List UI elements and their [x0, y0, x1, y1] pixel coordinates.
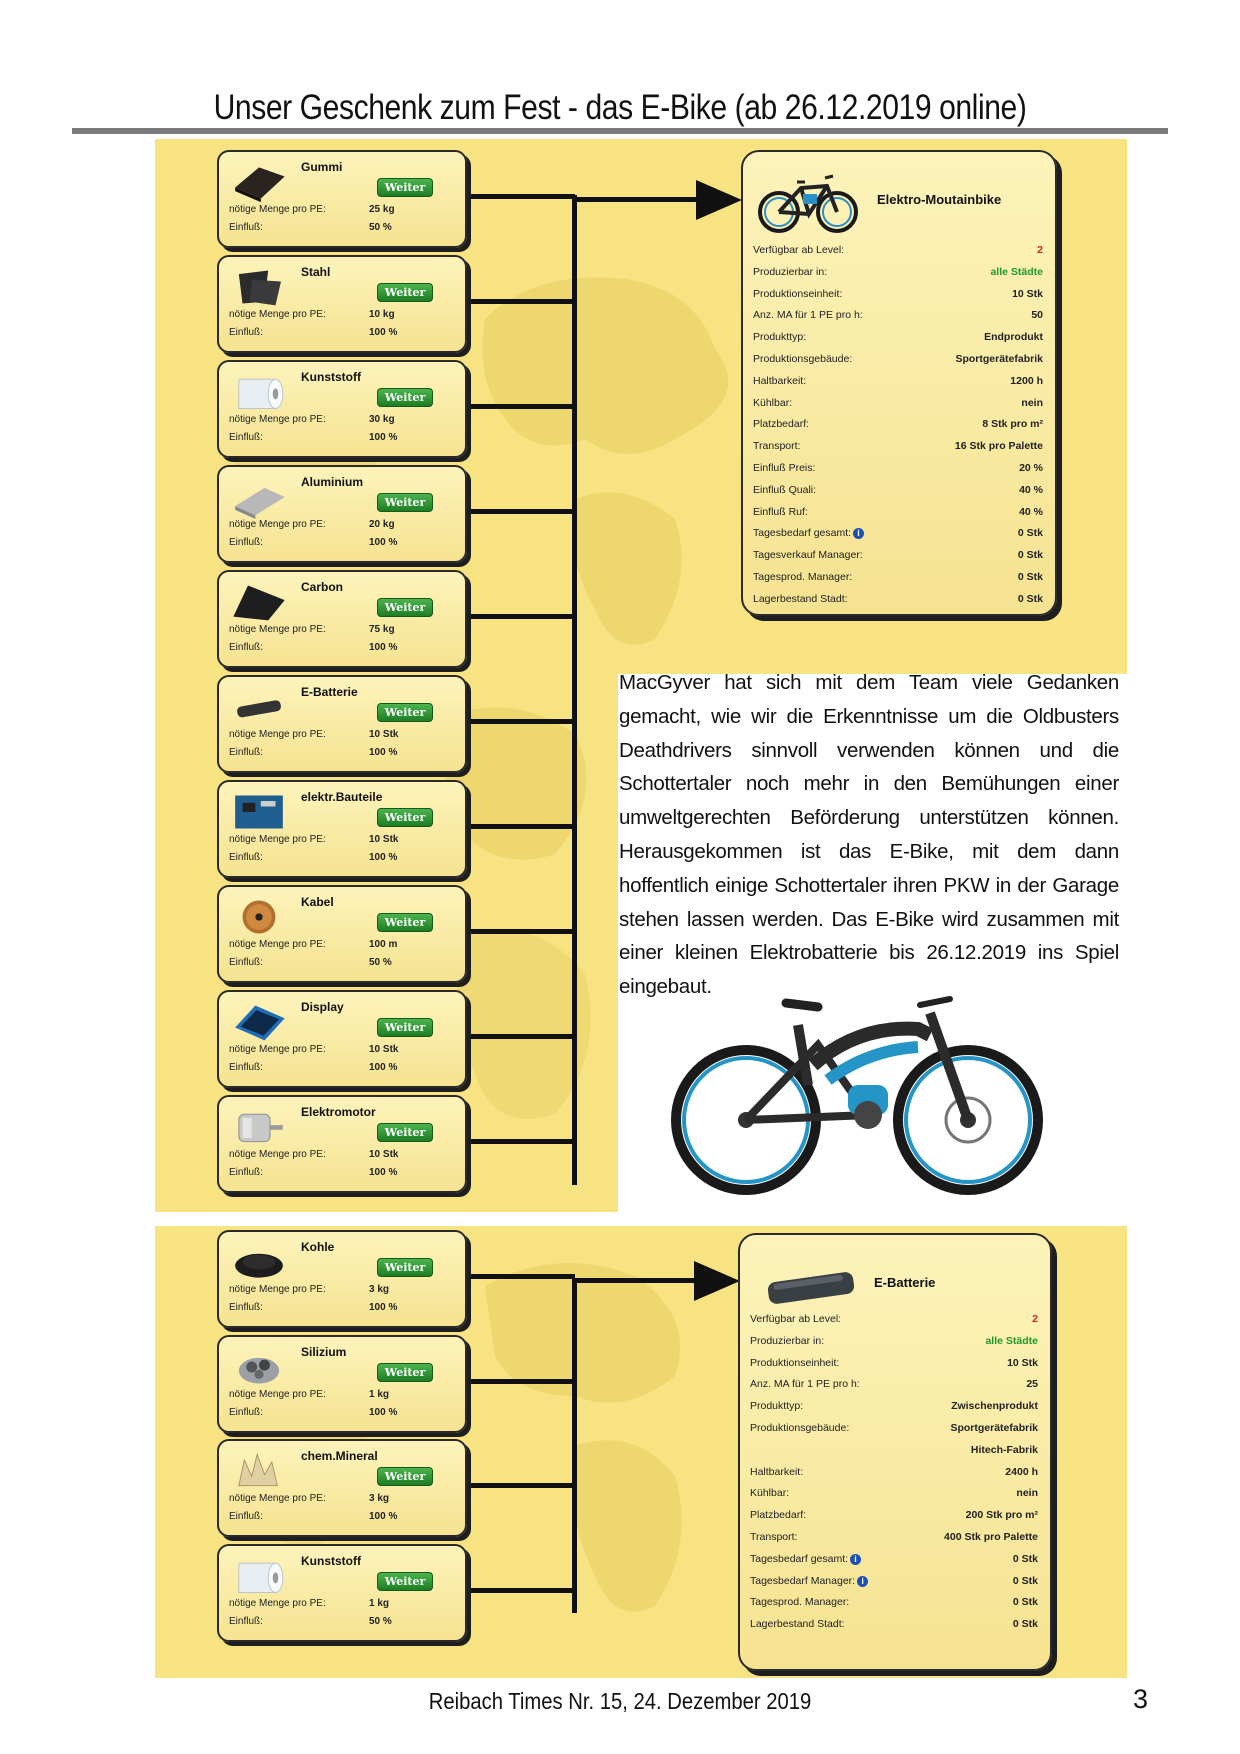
- influence-label: Einfluß:: [229, 642, 263, 653]
- influence-value: 100 %: [369, 1406, 398, 1418]
- property-label: Tagesbedarf gesamt: i: [753, 527, 864, 539]
- amount-label: nötige Menge pro PE:: [229, 939, 326, 950]
- property-label: Produktionseinheit:: [753, 287, 843, 300]
- connector-line: [465, 509, 575, 514]
- arrow-to-ebike-icon: [696, 180, 744, 220]
- plastic-roll-icon: [229, 1554, 289, 1598]
- influence-value: 100 %: [369, 432, 398, 443]
- property-label: Tagesprod. Manager:: [750, 1596, 850, 1609]
- property-label: Produkttyp:: [750, 1400, 804, 1413]
- property-row: [753, 288, 1043, 308]
- weiter-button[interactable]: Weiter: [377, 808, 433, 827]
- connector-line: [465, 404, 575, 409]
- property-value: 400 Stk pro Palette: [944, 1531, 1038, 1543]
- amount-value: 10 Stk: [369, 834, 399, 845]
- property-row: [750, 1400, 1038, 1420]
- amount-value: 3 kg: [369, 1493, 390, 1504]
- property-row: [753, 571, 1043, 591]
- property-label: Einfluß Ruf:: [753, 505, 808, 518]
- property-value: Hitech-Fabrik: [970, 1443, 1038, 1456]
- amount-value: 20 kg: [369, 519, 395, 530]
- property-value: Endprodukt: [984, 331, 1043, 344]
- property-value: 2400 h: [1005, 1465, 1038, 1478]
- property-value: 200 Stk pro m²: [965, 1509, 1038, 1522]
- property-label: Verfügbar ab Level:: [750, 1313, 842, 1325]
- product-name: Elektro-Moutainbike: [877, 192, 1002, 207]
- amount-label: nötige Menge pro PE:: [229, 1044, 326, 1055]
- connector-line: [465, 929, 575, 934]
- property-row: [750, 1531, 1038, 1551]
- property-value: nein: [1021, 396, 1043, 409]
- influence-label: Einfluß:: [229, 1511, 263, 1522]
- page-title: Unser Geschenk zum Fest - das E-Bike (ab 26.12.2019 online): [213, 88, 1027, 127]
- silicon-icon: [229, 1345, 289, 1389]
- influence-label: Einfluß:: [229, 1615, 263, 1627]
- property-row: [753, 244, 1043, 264]
- influence-value: 100 %: [369, 1302, 398, 1313]
- property-label: Produzierbar in:: [750, 1334, 825, 1347]
- input-card-gummi: [217, 150, 467, 248]
- influence-value: 100 %: [369, 1062, 398, 1073]
- weiter-button[interactable]: Weiter: [377, 1018, 433, 1037]
- property-row: [750, 1357, 1038, 1377]
- connector-line: [465, 1379, 575, 1384]
- property-value: 16 Stk pro Palette: [954, 440, 1043, 453]
- property-label: Lagerbestand Stadt:: [753, 592, 848, 605]
- input-name: Elektromotor: [301, 1105, 376, 1119]
- motor-icon: [229, 1105, 289, 1149]
- ebike-icon: [753, 164, 863, 234]
- property-label: Tagesbedarf gesamt: i: [750, 1553, 861, 1565]
- influence-value: 100 %: [369, 537, 398, 548]
- property-label: Kühlbar:: [753, 396, 793, 409]
- amount-label: nötige Menge pro PE:: [229, 1493, 326, 1504]
- influence-value: 100 %: [369, 1167, 398, 1178]
- connector-line: [465, 194, 575, 199]
- steel-icon: [229, 265, 289, 309]
- property-label: Produktionsgebäude:: [753, 353, 853, 365]
- amount-label: nötige Menge pro PE:: [229, 1388, 326, 1400]
- property-label: Tagesverkauf Manager:: [753, 549, 863, 562]
- property-label: Tagesbedarf Manager: i: [750, 1575, 868, 1587]
- input-card-kunststoff: [217, 360, 467, 458]
- amount-value: 3 kg: [369, 1284, 390, 1295]
- weiter-button[interactable]: Weiter: [377, 1363, 433, 1382]
- connector-line: [465, 719, 575, 724]
- input-name: chem.Mineral: [301, 1449, 378, 1463]
- connector-line: [465, 1139, 575, 1144]
- input-name: Silizium: [301, 1344, 347, 1359]
- article-text: MacGyver hat sich mit dem Team viele Gedanken gemacht, wie wir die Erkenntnisse um die Oldbusters Deathdrivers sinnvoll verwenden können und die Schottertaler noch mehr in den Bemühungen einer umweltgerechten Beförderung unterstützen können. Herausgekommen ist das E-Bike, mit dem dann hoffentlich einige Schottertaler ihren PKW in der Garage stehen lassen werden. Das E-Bike wird zusammen mit einer kleinen Elektrobatterie bis 26.12.2019 ins Spiel eingebaut.: [619, 671, 1119, 999]
- property-row: [750, 1553, 1038, 1573]
- weiter-button[interactable]: Weiter: [377, 598, 433, 617]
- property-row: [753, 266, 1043, 286]
- property-value: 20 %: [1019, 462, 1043, 474]
- amount-value: 25 kg: [369, 204, 395, 215]
- property-value: 40 %: [1019, 483, 1043, 496]
- amount-value: 10 Stk: [369, 1044, 399, 1055]
- property-value: 1200 h: [1010, 374, 1043, 387]
- influence-label: Einfluß:: [229, 222, 263, 233]
- property-value: 0 Stk: [1017, 592, 1043, 605]
- input-name: elektr.Bauteile: [301, 790, 383, 804]
- influence-label: Einfluß:: [229, 537, 263, 548]
- input-card-chem-mineral: [217, 1439, 467, 1537]
- input-card-kunststoff: [217, 1544, 467, 1642]
- property-row: [753, 593, 1043, 613]
- ebike-photo: [668, 985, 1058, 1205]
- property-value: 0 Stk: [1012, 1552, 1038, 1565]
- connector-line: [465, 824, 575, 829]
- property-row: [753, 397, 1043, 417]
- connector-to-ebike: [572, 197, 702, 202]
- influence-value: 100 %: [369, 327, 398, 338]
- property-row: [753, 440, 1043, 460]
- circuit-board-icon: [229, 790, 289, 834]
- property-label: Transport:: [750, 1531, 798, 1543]
- influence-label: Einfluß:: [229, 852, 263, 863]
- property-row: [750, 1487, 1038, 1507]
- input-name: Carbon: [301, 580, 343, 594]
- connector-trunk-battery: [572, 1278, 577, 1613]
- property-value: 2: [1037, 244, 1043, 256]
- property-value: 0 Stk: [1017, 549, 1043, 562]
- amount-value: 10 Stk: [369, 729, 399, 740]
- property-row: [753, 484, 1043, 504]
- amount-label: nötige Menge pro PE:: [229, 1284, 326, 1295]
- property-row: [750, 1618, 1038, 1638]
- connector-line: [465, 614, 575, 619]
- property-value: 0 Stk: [1012, 1618, 1038, 1631]
- input-card-silizium: [217, 1335, 467, 1433]
- input-card-kohle: [217, 1230, 467, 1328]
- amount-value: 10 kg: [369, 309, 395, 320]
- weiter-button[interactable]: Weiter: [377, 283, 433, 302]
- influence-value: 100 %: [369, 852, 398, 863]
- property-value: 8 Stk pro m²: [982, 418, 1043, 431]
- influence-label: Einfluß:: [229, 1406, 263, 1418]
- influence-value: 100 %: [369, 747, 398, 758]
- coal-icon: [229, 1240, 289, 1284]
- mineral-icon: [229, 1449, 289, 1493]
- property-row: [750, 1335, 1038, 1355]
- influence-label: Einfluß:: [229, 1302, 263, 1313]
- title-rule: [72, 128, 1168, 134]
- weiter-button[interactable]: Weiter: [377, 388, 433, 407]
- rubber-icon: [229, 160, 289, 204]
- display-icon: [229, 1000, 289, 1044]
- amount-value: 1 kg: [369, 1388, 390, 1400]
- weiter-button[interactable]: Weiter: [377, 1467, 433, 1486]
- amount-label: nötige Menge pro PE:: [229, 519, 326, 530]
- input-card-elektr-bauteile: [217, 780, 467, 878]
- influence-label: Einfluß:: [229, 747, 263, 758]
- property-label: Platzbedarf:: [753, 418, 810, 431]
- aluminium-icon: [229, 475, 289, 519]
- influence-label: Einfluß:: [229, 432, 263, 443]
- property-row: [753, 462, 1043, 482]
- property-row: [753, 353, 1043, 373]
- property-label: Verfügbar ab Level:: [753, 244, 845, 256]
- plastic-roll-icon: [229, 370, 289, 414]
- amount-value: 100 m: [369, 939, 398, 950]
- weiter-button[interactable]: Weiter: [377, 913, 433, 932]
- input-name: Aluminium: [301, 475, 363, 489]
- amount-value: 10 Stk: [369, 1149, 399, 1160]
- weiter-button[interactable]: Weiter: [377, 703, 433, 722]
- arrow-to-battery-icon: [694, 1261, 742, 1301]
- property-label: Einfluß Preis:: [753, 462, 816, 474]
- property-label: Produktionseinheit:: [750, 1356, 840, 1369]
- property-value: 2: [1032, 1313, 1038, 1325]
- amount-label: nötige Menge pro PE:: [229, 1149, 326, 1160]
- property-label: Einfluß Quali:: [753, 483, 817, 496]
- input-name: Gummi: [301, 160, 343, 174]
- input-card-e-batterie: [217, 675, 467, 773]
- input-name: Stahl: [301, 265, 331, 279]
- connector-line: [465, 299, 575, 304]
- input-name: Kabel: [301, 895, 334, 909]
- influence-value: 100 %: [369, 642, 398, 653]
- property-label: Haltbarkeit:: [750, 1465, 804, 1478]
- input-name: Kunststoff: [301, 1553, 361, 1568]
- influence-label: Einfluß:: [229, 1167, 263, 1178]
- battery-icon: [229, 685, 289, 729]
- property-value: Sportgerätefabrik: [955, 353, 1043, 365]
- input-card-carbon: [217, 570, 467, 668]
- weiter-button[interactable]: Weiter: [377, 1572, 433, 1591]
- property-label: Produktionsgebäude:: [750, 1422, 850, 1434]
- weiter-button[interactable]: Weiter: [377, 1123, 433, 1142]
- influence-label: Einfluß:: [229, 1062, 263, 1073]
- weiter-button[interactable]: Weiter: [377, 493, 433, 512]
- connector-line: [465, 1274, 575, 1279]
- amount-label: nötige Menge pro PE:: [229, 309, 326, 320]
- amount-label: nötige Menge pro PE:: [229, 204, 326, 215]
- influence-label: Einfluß:: [229, 327, 263, 338]
- amount-label: nötige Menge pro PE:: [229, 729, 326, 740]
- input-card-aluminium: [217, 465, 467, 563]
- property-row: [750, 1466, 1038, 1486]
- property-row: [753, 549, 1043, 569]
- input-card-display: [217, 990, 467, 1088]
- amount-label: nötige Menge pro PE:: [229, 1597, 326, 1609]
- property-row: [753, 418, 1043, 438]
- property-label: Kühlbar:: [750, 1487, 790, 1500]
- input-name: Display: [301, 1000, 344, 1014]
- property-row: [750, 1422, 1038, 1442]
- connector-to-battery: [572, 1278, 700, 1283]
- amount-label: nötige Menge pro PE:: [229, 414, 326, 425]
- property-row: [750, 1313, 1038, 1333]
- weiter-button[interactable]: Weiter: [377, 178, 433, 197]
- property-value: nein: [1016, 1487, 1038, 1500]
- property-value: 0 Stk: [1012, 1596, 1038, 1609]
- connector-line: [465, 1034, 575, 1039]
- property-row: [750, 1509, 1038, 1529]
- input-card-stahl: [217, 255, 467, 353]
- connector-line: [465, 1588, 575, 1593]
- property-value: 0 Stk: [1017, 571, 1043, 583]
- property-value: Sportgerätefabrik: [950, 1422, 1038, 1434]
- info-icon[interactable]: i: [853, 528, 864, 539]
- product-name: E-Batterie: [874, 1275, 936, 1290]
- property-label: Produkttyp:: [753, 331, 807, 344]
- property-value: 40 %: [1019, 505, 1043, 518]
- property-value: 10 Stk: [1007, 1356, 1038, 1369]
- property-label: Lagerbestand Stadt:: [750, 1618, 845, 1631]
- property-value: Zwischenprodukt: [951, 1400, 1038, 1413]
- amount-label: nötige Menge pro PE:: [229, 624, 326, 635]
- info-icon[interactable]: i: [857, 1576, 868, 1587]
- property-row: [750, 1378, 1038, 1398]
- connector-line: [465, 1483, 575, 1488]
- property-row: [753, 309, 1043, 329]
- input-name: Kunststoff: [301, 370, 361, 384]
- property-row: [753, 506, 1043, 526]
- property-row: [753, 527, 1043, 547]
- property-value: 25: [1026, 1378, 1038, 1391]
- footer: Reibach Times Nr. 15, 24. Dezember 2019: [428, 1688, 812, 1714]
- property-value: 10 Stk: [1012, 287, 1043, 300]
- page-number: 3: [1133, 1684, 1149, 1714]
- property-row: [753, 375, 1043, 395]
- info-icon[interactable]: i: [850, 1554, 861, 1565]
- property-value: 0 Stk: [1017, 527, 1043, 540]
- property-row: [750, 1596, 1038, 1616]
- battery-icon: [764, 1259, 860, 1309]
- input-card-kabel: [217, 885, 467, 983]
- cable-reel-icon: [229, 895, 289, 939]
- amount-value: 75 kg: [369, 624, 395, 635]
- input-card-elektromotor: [217, 1095, 467, 1193]
- input-name: Kohle: [301, 1240, 335, 1254]
- amount-value: 30 kg: [369, 414, 395, 425]
- property-label: Haltbarkeit:: [753, 374, 807, 387]
- property-label: Produzierbar in:: [753, 265, 828, 278]
- product-card-battery: [738, 1233, 1052, 1671]
- property-label: Platzbedarf:: [750, 1509, 807, 1522]
- influence-value: 50 %: [369, 222, 392, 233]
- property-label: Anz. MA für 1 PE pro h:: [750, 1378, 860, 1391]
- influence-value: 50 %: [369, 957, 392, 968]
- property-value: alle Städte: [990, 265, 1043, 278]
- product-card-ebike: [741, 150, 1057, 616]
- property-value: 50: [1031, 309, 1043, 322]
- influence-label: Einfluß:: [229, 957, 263, 968]
- carbon-icon: [229, 580, 289, 624]
- property-row: [753, 331, 1043, 351]
- property-label: Anz. MA für 1 PE pro h:: [753, 309, 863, 322]
- property-value: alle Städte: [985, 1334, 1038, 1347]
- influence-value: 50 %: [369, 1615, 392, 1627]
- property-value: 0 Stk: [1012, 1574, 1038, 1587]
- property-row: [750, 1444, 1038, 1464]
- influence-value: 100 %: [369, 1511, 398, 1522]
- amount-label: nötige Menge pro PE:: [229, 834, 326, 845]
- property-label: Tagesprod. Manager:: [753, 571, 853, 583]
- input-name: E-Batterie: [301, 685, 358, 699]
- property-label: Transport:: [753, 440, 801, 453]
- weiter-button[interactable]: Weiter: [377, 1258, 433, 1277]
- property-row: [750, 1575, 1038, 1595]
- amount-value: 1 kg: [369, 1597, 390, 1609]
